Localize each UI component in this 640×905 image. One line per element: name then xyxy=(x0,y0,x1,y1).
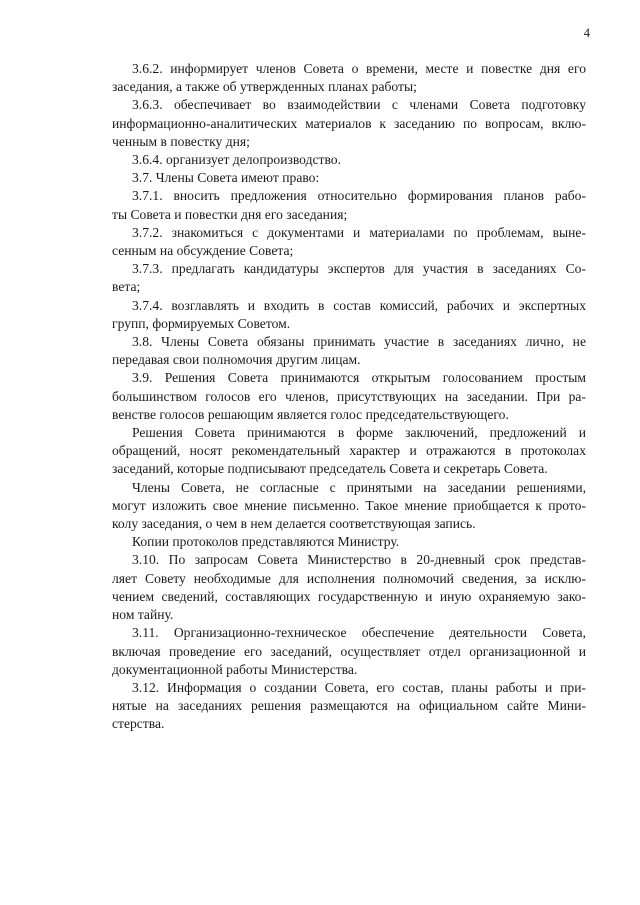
text-line: ты Совета и повестки дня его заседания; xyxy=(112,206,348,222)
text-line: чением сведений, составляющих государственную и иную охраняемую зако- xyxy=(112,588,586,604)
text-line: 3.7.2. знакомиться с документами и материалами по проблемам, выне- xyxy=(132,224,586,240)
text-line: Копии протоколов представляются Министру. xyxy=(132,534,400,550)
text-line: могут изложить свое мнение письменно. Такое мнение приобщается к прото- xyxy=(112,497,586,513)
text-line: групп, формируемых Советом. xyxy=(112,315,291,331)
text-line: документационной работы Министерства. xyxy=(112,661,358,677)
text-line: большинством голосов его членов, присутствующих на заседании. При ра- xyxy=(112,388,586,404)
paragraph-p-3-6-2 xyxy=(112,60,586,96)
paragraph-p-3-7-2 xyxy=(112,224,586,260)
text-line: информационно-аналитических материалов к заседанию по вопросам, вклю- xyxy=(112,115,586,131)
text-line: 3.6.2. информирует членов Совета о времени, месте и повестке дня его xyxy=(132,61,586,76)
paragraph-p-3-7 xyxy=(112,169,586,187)
text-line: Члены Совета, не согласные с принятыми на заседании решениями, xyxy=(132,479,586,495)
text-line: передавая свои полномочия другим лицам. xyxy=(112,352,361,368)
text-line: 3.6.4. организует делопроизводство. xyxy=(132,152,341,168)
paragraph-p-3-6-4 xyxy=(112,151,586,169)
text-line: Решения Совета принимаются в форме заключений, предложений и xyxy=(132,425,586,441)
text-line: 3.10. По запросам Совета Министерство в 20-дневный срок представ- xyxy=(132,552,586,568)
text-line: сенным на обсуждение Совета; xyxy=(112,243,294,259)
text-line: 3.8. Члены Совета обязаны принимать участие в заседаниях лично, не xyxy=(132,334,586,350)
text-line: ляет Совету необходимые для исполнения полномочий сведения, за исклю- xyxy=(112,570,586,586)
text-line: стерства. xyxy=(112,716,165,732)
document-body xyxy=(112,60,586,734)
text-line: заседаний, которые подписывают председатель Совета и секретарь Совета. xyxy=(112,461,548,477)
paragraph-p-3-6-3 xyxy=(112,96,586,151)
text-line: вета; xyxy=(112,279,141,295)
paragraph-p-3-7-3 xyxy=(112,260,586,296)
text-line: 3.6.3. обеспечивает во взаимодействии с членами Совета подготовку xyxy=(132,97,586,113)
text-line: 3.12. Информация о создании Совета, его состав, планы работы и при- xyxy=(132,679,586,695)
paragraph-p-dissent xyxy=(112,479,586,534)
text-line: венстве голосов решающим является голос председательствующего. xyxy=(112,406,509,422)
text-line: 3.7.1. вносить предложения относительно формирования планов рабо- xyxy=(132,188,586,204)
text-line: ном тайну. xyxy=(112,607,174,623)
paragraph-p-decisions xyxy=(112,424,586,479)
page-number: 4 xyxy=(583,26,590,40)
paragraph-p-3-7-1 xyxy=(112,187,586,223)
text-line: 3.11. Организационно-техническое обеспечение деятельности Совета, xyxy=(132,625,586,641)
text-line: колу заседания, о чем в нем делается соответствующая запись. xyxy=(112,516,476,532)
text-line: ченным в повестку дня; xyxy=(112,133,250,149)
text-line: 3.7.4. возглавлять и входить в состав комиссий, рабочих и экспертных xyxy=(132,297,586,313)
paragraph-p-3-9 xyxy=(112,369,586,424)
text-line: нятые на заседаниях решения размещаются на официальном сайте Мини- xyxy=(112,698,586,714)
paragraph-p-3-7-4 xyxy=(112,297,586,333)
paragraph-p-3-12 xyxy=(112,679,586,734)
text-line: 3.7.3. предлагать кандидатуры экспертов для участия в заседаниях Со- xyxy=(132,261,586,277)
paragraph-p-copies xyxy=(112,533,586,551)
paragraph-p-3-8 xyxy=(112,333,586,369)
paragraph-p-3-11 xyxy=(112,624,586,679)
text-line: заседания, а также об утвержденных планах работы; xyxy=(112,79,417,95)
text-line: 3.9. Решения Совета принимаются открытым голосованием простым xyxy=(132,370,586,386)
text-line: включая проведение его заседаний, осуществляет отдел организационной и xyxy=(112,643,586,659)
text-line: обращений, носят рекомендательный характер и отражаются в протоколах xyxy=(112,443,586,459)
text-line: 3.7. Члены Совета имеют право: xyxy=(132,170,320,186)
paragraph-p-3-10 xyxy=(112,551,586,624)
